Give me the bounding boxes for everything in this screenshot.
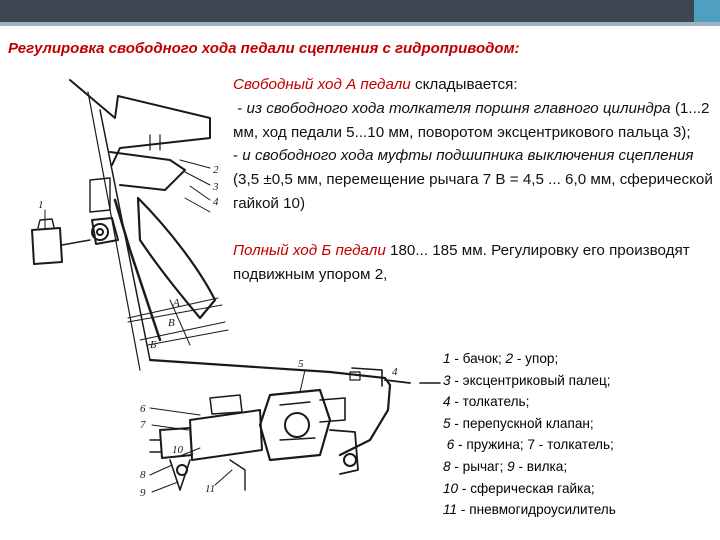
legend-text: - сферическая гайка; <box>458 480 595 496</box>
item-2-values: (3,5 ±0,5 мм, перемещение рычага 7 В = 4,5 ... 6,0 мм, сферической гайкой 10) <box>233 171 713 212</box>
legend-num: 1 <box>443 351 451 366</box>
free-play-item-2 <box>233 144 718 215</box>
figure-label-10: 10 <box>172 444 183 456</box>
full-travel-paragraph <box>233 239 718 287</box>
figure-label-6: 6 <box>140 403 146 415</box>
figure-label-11: 11 <box>205 483 216 495</box>
description-text <box>233 73 718 286</box>
free-play-intro: складывается: <box>410 76 518 93</box>
figure-label-1: 2 <box>213 164 219 176</box>
figure-label-b: Б <box>150 339 157 351</box>
legend-num: 2 <box>505 351 514 366</box>
figure-label-2: 3 <box>213 181 219 193</box>
legend-text: - эксцентриковый палец; <box>450 372 611 388</box>
figure-label-4b: 4 <box>392 366 398 378</box>
legend-num: 10 <box>443 480 459 496</box>
legend-text: - бачок; <box>450 351 506 366</box>
item-1-values: (1...2 мм, ход педали 5...10 мм, поворотом эксцентрикового пальца 3); <box>233 99 710 141</box>
legend-item <box>443 370 713 392</box>
free-play-term: Свободный ход А педали <box>233 76 411 93</box>
free-play-paragraph <box>233 73 718 97</box>
legend-text: - упор; <box>513 351 559 366</box>
item-2-italic: и свободного хода муфты подшипника выключения сцепления <box>242 147 694 165</box>
legend-num: 6 <box>443 437 455 453</box>
legend-num: 9 <box>507 458 515 474</box>
free-play-item-1 <box>233 97 718 145</box>
figure-label-7: 7 <box>140 419 146 431</box>
legend-num: 5 <box>443 415 451 431</box>
legend-text: - вилка; <box>514 458 568 474</box>
full-travel-term: Полный ход Б педали <box>233 241 386 259</box>
full-travel-text: 180... 185 мм. Регулировку его производят подвижным упором 2, <box>233 241 690 283</box>
figure-label-3: 4 <box>213 196 219 208</box>
legend-item <box>443 434 713 456</box>
legend-num: 4 <box>443 394 451 410</box>
legend-item <box>443 456 713 478</box>
legend-num: 11 <box>443 502 458 518</box>
legend-item <box>443 348 713 370</box>
dash-2: - <box>233 147 243 165</box>
figure-label-a: А <box>173 297 180 309</box>
figure-label-9: 9 <box>140 487 146 499</box>
parts-legend <box>443 348 713 521</box>
legend-item <box>443 478 713 500</box>
figure-label-5: 5 <box>298 358 304 370</box>
item-1-italic: из свободного хода толкателя поршня главного цилиндра <box>246 99 671 117</box>
legend-num: 8 <box>443 458 451 474</box>
figure-label-v: В <box>168 317 175 329</box>
legend-text: - перепускной клапан; <box>450 415 594 431</box>
legend-text: - пневмогидроусилитель <box>457 502 616 518</box>
figure-label-8: 8 <box>140 469 146 481</box>
figure-label-0: 1 <box>38 199 44 211</box>
legend-text: - толкатель; <box>450 394 530 410</box>
dash-1: - <box>233 99 247 117</box>
slide-title: Регулировка свободного хода педали сцепления с гидроприводом: <box>8 40 520 57</box>
legend-num: 3 <box>443 372 451 388</box>
legend-item <box>443 413 713 435</box>
legend-text: - рычаг; <box>450 458 508 474</box>
legend-item <box>443 391 713 413</box>
legend-item <box>443 499 713 521</box>
legend-text: - пружина; 7 - толкатель; <box>454 437 614 453</box>
